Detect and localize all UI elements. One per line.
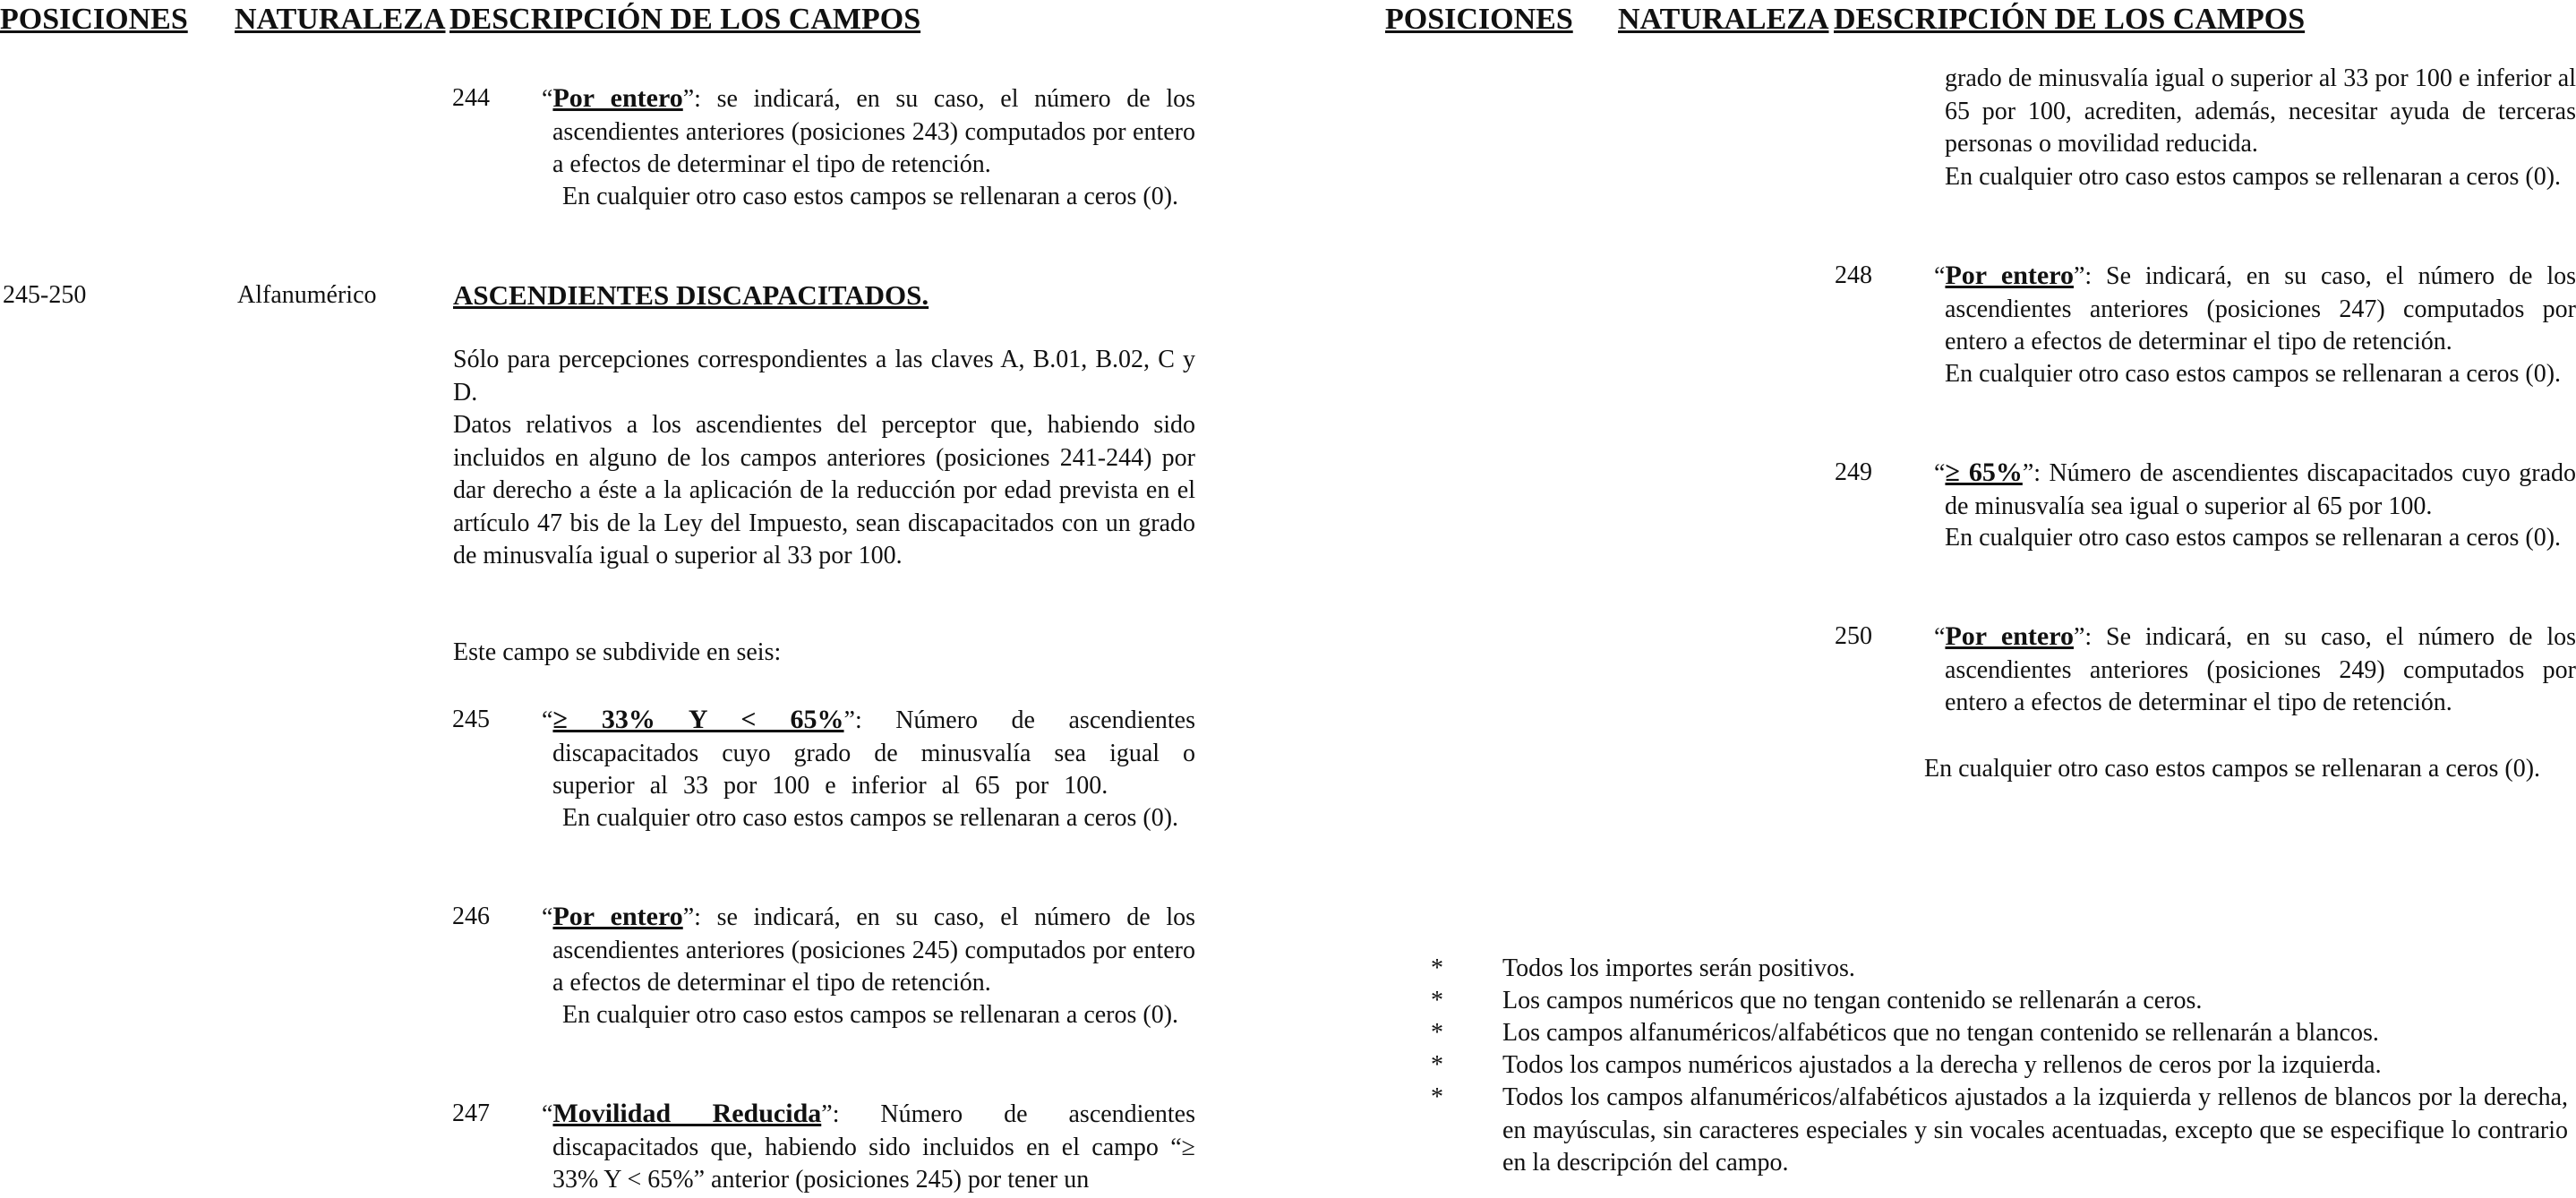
item-249-label: ≥ 65% (1945, 458, 2023, 487)
item-250-number: 250 (1835, 622, 1872, 650)
item-248-label: Por entero (1945, 261, 2074, 290)
item-247-continued-text: grado de minusvalía igual o superior al 33 por 100 e inferior al 65 por 100, acrediten, además, necesitar ayuda de terceras personas o movilidad reducida. (1945, 64, 2576, 158)
item-246-label: Por entero (552, 902, 683, 931)
header-naturaleza-right: NATURALEZA (1618, 3, 1829, 36)
item-247-number: 247 (452, 1100, 490, 1127)
item-246-text: “Por entero”: se indicará, en su caso, el número de los ascendientes anteriores (posiciones 245) computados por entero a efectos de determinar el tipo de retención. (542, 902, 1195, 997)
note-text-2: Los campos numéricos que no tengan contenido se rellenarán a ceros. (1502, 987, 2203, 1014)
item-249-otro: En cualquier otro caso estos campos se rellenaran a ceros (0). (1945, 524, 2562, 552)
header-posiciones-right: POSICIONES (1385, 3, 1573, 36)
item-244-text: “Por entero”: se indicará, en su caso, el número de los ascendientes anteriores (posiciones 243) computados por entero a efectos de determinar el tipo de retención. (542, 83, 1195, 178)
note-text-5: Todos los campos alfanuméricos/alfabéticos ajustados a la izquierda y rellenos de blancos por la derecha, en mayúsculas, sin caracteres especiales y sin vocales acentuadas, excepto que se especifique lo contrario en la descripción del campo. (1502, 1083, 2568, 1177)
header-descripcion-right: DESCRIPCIÓN DE LOS CAMPOS (1834, 3, 2306, 36)
item-248-number: 248 (1835, 261, 1872, 289)
item-245-number: 245 (452, 706, 490, 733)
section-title: ASCENDIENTES DISCAPACITADOS. (453, 279, 929, 311)
header-descripcion: DESCRIPCIÓN DE LOS CAMPOS (449, 3, 921, 36)
item-244-number: 244 (452, 84, 490, 112)
item-249-text: “≥ 65%”: Número de ascendientes discapacitados cuyo grado de minusvalía sea igual o superior al 65 por 100. (1934, 458, 2576, 520)
item-246-otro: En cualquier otro caso estos campos se rellenaran a ceros (0). (562, 1001, 1179, 1029)
note-bullet-2: * (1431, 987, 1443, 1014)
section-paragraph-3: Este campo se subdivide en seis: (453, 638, 782, 666)
item-248-otro: En cualquier otro caso estos campos se rellenaran a ceros (0). (1945, 360, 2562, 388)
item-246-number: 246 (452, 903, 490, 930)
note-text-1: Todos los importes serán positivos. (1502, 954, 1855, 982)
note-text-3: Los campos alfanuméricos/alfabéticos que no tengan contenido se rellenarán a blancos. (1502, 1019, 2379, 1047)
section-paragraph-2: Datos relativos a los ascendientes del perceptor que, habiendo sido incluidos en alguno de los campos anteriores (posiciones 241-244) por dar derecho a éste a la aplicación de la reducción por edad prevista en el artículo 47 bis de la Ley del Impuesto, sean discapacitados con un grado de minusvalía igual o superior al 33 por 100. (453, 411, 1195, 569)
note-bullet-1: * (1431, 954, 1443, 982)
item-245-label: ≥ 33% Y < 65% (552, 705, 844, 734)
note-bullet-3: * (1431, 1019, 1443, 1047)
section-nature: Alfanumérico (237, 281, 377, 309)
item-250-label: Por entero (1945, 621, 2074, 651)
header-posiciones: POSICIONES (0, 3, 188, 36)
item-247-otro: En cualquier otro caso estos campos se rellenaran a ceros (0). (1945, 163, 2562, 191)
section-paragraph-1: Sólo para percepciones correspondientes a las claves A, B.01, B.02, C y D. (453, 346, 1195, 406)
note-text-4: Todos los campos numéricos ajustados a la derecha y rellenos de ceros por la izquierda. (1502, 1051, 2382, 1079)
item-245-otro: En cualquier otro caso estos campos se rellenaran a ceros (0). (562, 804, 1179, 832)
item-247-label: Movilidad Reducida (552, 1099, 822, 1128)
item-247-text: “Movilidad Reducida”: Número de ascendientes discapacitados que, habiendo sido incluidos en el campo “≥ 33% Y < 65%” anterior (posiciones 245) por tener un (542, 1099, 1195, 1194)
item-244-otro: En cualquier otro caso estos campos se rellenaran a ceros (0). (562, 183, 1179, 210)
section-positions: 245-250 (3, 281, 87, 309)
header-naturaleza: NATURALEZA (235, 3, 446, 36)
item-245-text: “≥ 33% Y < 65%”: Número de ascendientes discapacitados cuyo grado de minusvalía sea igual o superior al 33 por 100 e inferior al 65 por 100. (542, 705, 1195, 800)
item-248-text: “Por entero”: Se indicará, en su caso, el número de los ascendientes anteriores (posiciones 247) computados por entero a efectos de determinar el tipo de retención. (1934, 261, 2576, 355)
item-249-number: 249 (1835, 458, 1872, 486)
item-250-text: “Por entero”: Se indicará, en su caso, el número de los ascendientes anteriores (posiciones 249) computados por entero a efectos de determinar el tipo de retención. (1934, 621, 2576, 716)
note-bullet-5: * (1431, 1083, 1443, 1111)
closing-note: En cualquier otro caso estos campos se rellenaran a ceros (0). (1924, 755, 2541, 783)
note-bullet-4: * (1431, 1051, 1443, 1079)
item-244-label: Por entero (552, 83, 683, 113)
